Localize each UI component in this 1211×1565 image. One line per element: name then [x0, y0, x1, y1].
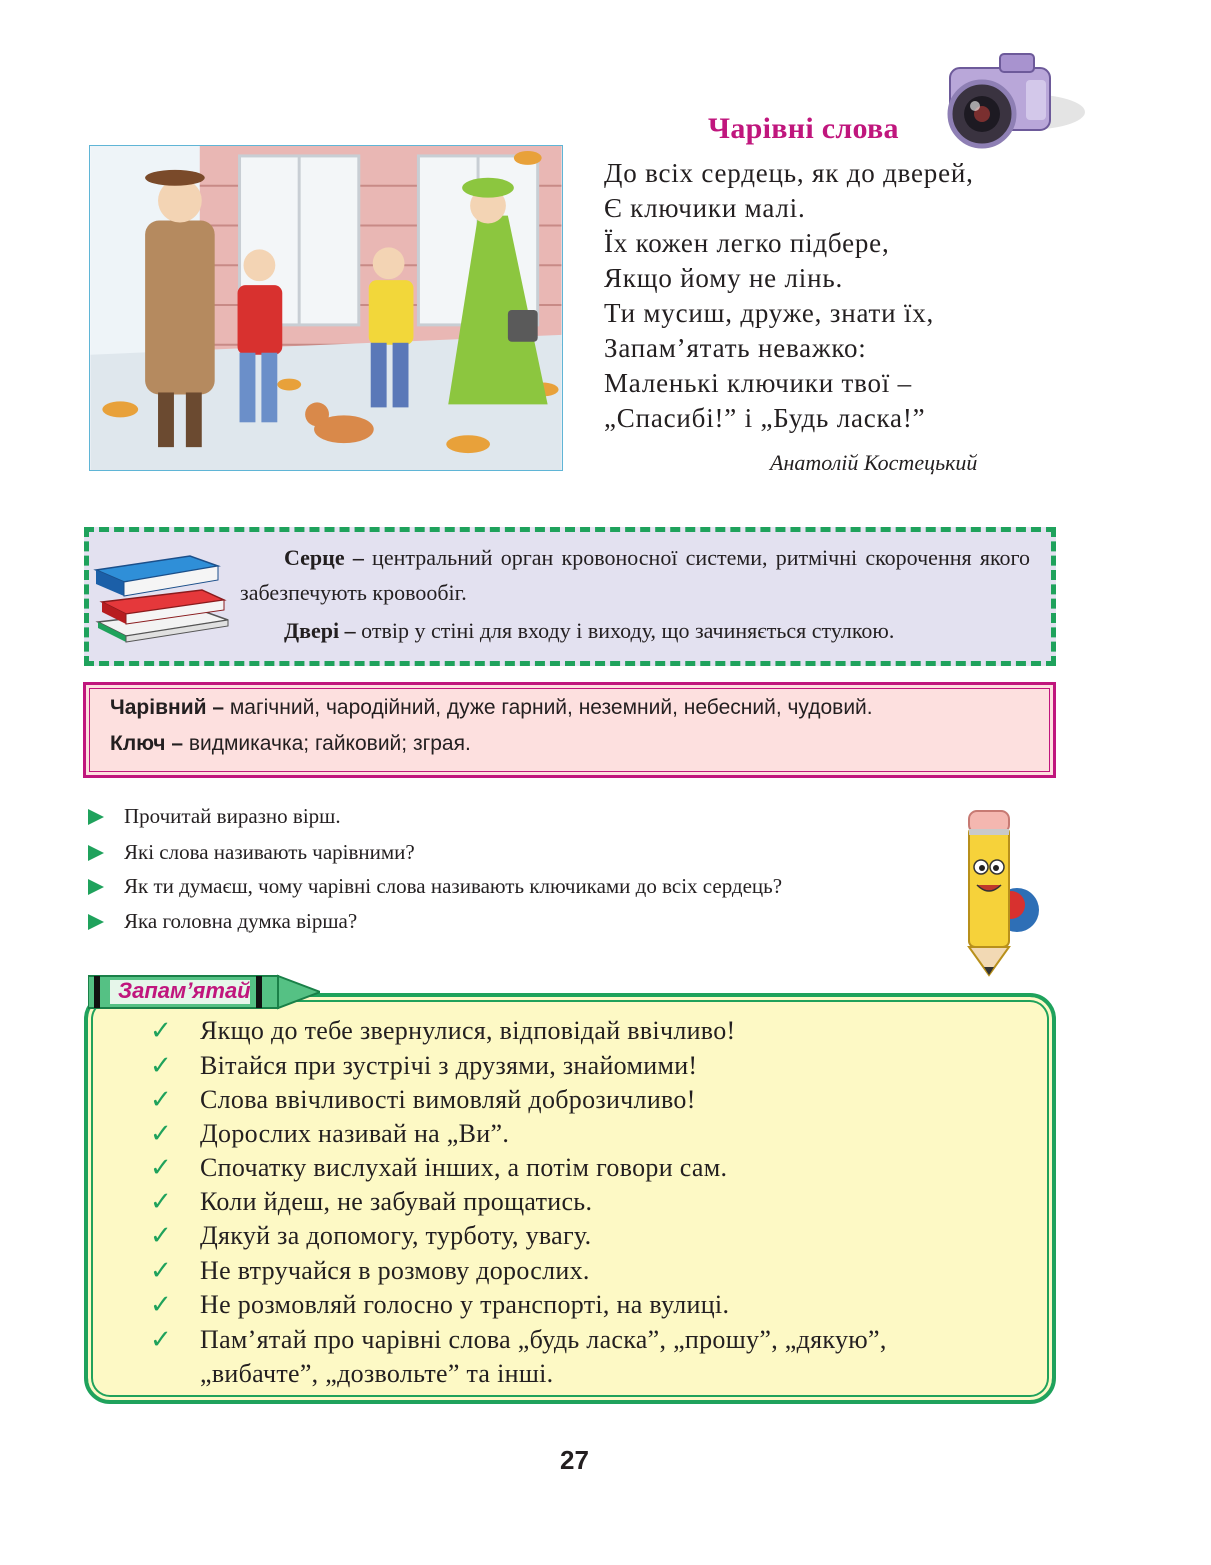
rule-text: Пам’ятай про чарівні слова „будь ласка”, „прошу”, „дякую”,	[200, 1325, 887, 1354]
synonym-text: видмикачка; гайковий; зграя.	[183, 732, 471, 755]
checkmark-icon: ✓	[150, 1221, 173, 1250]
checkmark-icon: ✓	[150, 1153, 173, 1182]
definition-door	[284, 618, 894, 644]
synonym-term: Чарівний –	[110, 696, 225, 719]
synonym-text: магічний, чародійний, дуже гарний, неземний, небесний, чудовий.	[224, 696, 873, 719]
poem-line: До всіх сердець, як до дверей,	[604, 158, 974, 188]
synonym-magic	[110, 696, 873, 720]
question-item	[88, 840, 415, 865]
checkmark-icon: ✓	[150, 1290, 173, 1319]
checkmark-icon: ✓	[150, 1325, 173, 1354]
remember-label: Запам’ятай	[118, 978, 251, 1003]
question-item	[88, 874, 782, 899]
poem	[604, 156, 1044, 436]
triangle-bullet-icon	[88, 809, 104, 825]
synonym-key	[110, 732, 471, 756]
triangle-bullet-icon	[88, 914, 104, 930]
question-text: Як ти думаєш, чому чарівні слова називають ключиками до всіх сердець?	[124, 874, 783, 898]
page-number: 27	[560, 1445, 589, 1475]
rule-text: Дякуй за допомогу, турботу, увагу.	[200, 1221, 592, 1250]
question-text: Які слова називають чарівними?	[124, 840, 415, 864]
question-item	[88, 804, 341, 829]
definition-term: Двері –	[284, 618, 356, 643]
triangle-bullet-icon	[88, 879, 104, 895]
rule-text: Дорослих називай на „Ви”.	[200, 1119, 510, 1148]
checkmark-icon: ✓	[150, 1187, 173, 1216]
poem-line: Є ключики малі.	[604, 193, 806, 223]
definition-text: центральний орган кровоносної системи, ритмічні скорочення якого забезпечують кровообіг.	[240, 545, 1030, 605]
rule-text: Не розмовляй голосно у транспорті, на вулиці.	[200, 1290, 730, 1319]
rule-text: Слова ввічливості вимовляй доброзичливо!	[200, 1085, 696, 1114]
street-scene-illustration	[89, 145, 563, 471]
definition-heart	[240, 540, 1030, 610]
question-item	[88, 909, 357, 934]
poem-line: „Спасибі!” і „Будь ласка!”	[604, 403, 926, 433]
rule-text: Вітайся при зустрічі з друзями, знайомими!	[200, 1051, 698, 1080]
checkmark-icon: ✓	[150, 1051, 173, 1080]
camera-icon	[930, 40, 1090, 150]
poem-line: Ти мусиш, друже, знати їх,	[604, 298, 935, 328]
question-text: Прочитай виразно вірш.	[124, 804, 341, 828]
rule-text: Коли йдеш, не забувай прощатись.	[200, 1187, 593, 1216]
triangle-bullet-icon	[88, 845, 104, 861]
definition-text: отвір у стіні для входу і виходу, що зачиняється стулкою.	[355, 618, 895, 643]
poem-line: Якщо йому не лінь.	[604, 263, 844, 293]
books-icon	[90, 550, 232, 644]
pencil-mascot-icon	[955, 805, 1040, 980]
page-title: Чарівні слова	[708, 112, 899, 145]
poem-line: Їх кожен легко підбере,	[604, 228, 890, 258]
rule-text: Якщо до тебе звернулися, відповідай ввічливо!	[200, 1016, 736, 1045]
checkmark-icon: ✓	[150, 1016, 173, 1045]
synonym-term: Ключ –	[110, 732, 183, 755]
rule-text: Спочатку вислухай інших, а потім говори сам.	[200, 1153, 728, 1182]
question-text: Яка головна думка вірша?	[124, 909, 358, 933]
rule-text: „вибачте”, „дозвольте” та інші.	[200, 1359, 554, 1388]
checkmark-icon: ✓	[150, 1256, 173, 1285]
poem-line: Запам’ятать неважко:	[604, 333, 867, 363]
poem-author: Анатолій Костецький	[770, 450, 978, 475]
rule-text: Не втручайся в розмову дорослих.	[200, 1256, 590, 1285]
checkmark-icon: ✓	[150, 1085, 173, 1114]
checkmark-icon: ✓	[150, 1119, 173, 1148]
poem-line: Маленькі ключики твої –	[604, 368, 912, 398]
definition-term: Серце –	[284, 545, 364, 570]
